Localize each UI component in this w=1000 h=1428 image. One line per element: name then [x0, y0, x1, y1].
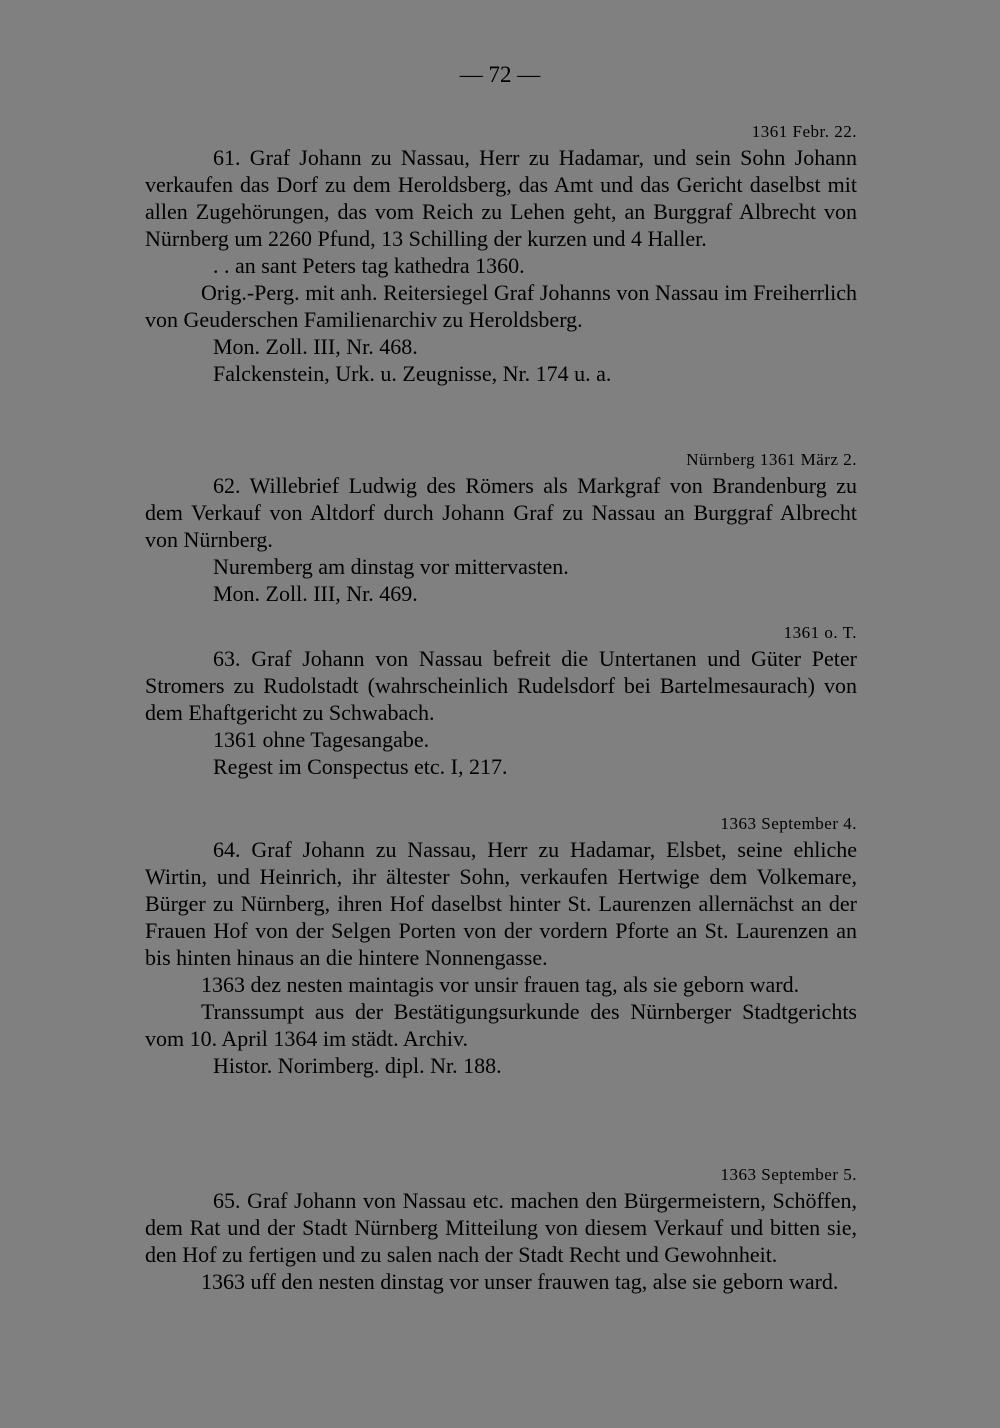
entry-62: [145, 448, 857, 607]
entry-text: 61. Graf Johann zu Nassau, Herr zu Hadamar, und sein Sohn Johann verkaufen das Dorf zu dem Heroldsberg, das Amt und das Gericht daselbst mit allen Zugehörungen, das vom Reich zu Lehen geht, an Burggraf Albrecht von Nürnberg um 2260 Pfund, 13 Schilling der kurzen und 4 Haller.: [145, 145, 857, 251]
entry-dating: Nuremberg am dinstag vor mittervasten.: [213, 554, 569, 579]
entry-source: Orig.-Perg. mit anh. Reitersiegel Graf Johanns von Nassau im Freiherrlich von Geuderschen Familienarchiv zu Heroldsberg.: [145, 280, 857, 332]
entry-date: 1363 September 5.: [720, 1165, 857, 1184]
page-number: — 72 —: [459, 62, 541, 87]
entry-dating: 1361 ohne Tagesangabe.: [213, 727, 430, 752]
entry-reference: Mon. Zoll. III, Nr. 468.: [213, 334, 418, 359]
entry-text: 64. Graf Johann zu Nassau, Herr zu Hadamar, Elsbet, seine ehliche Wirtin, und Heinrich, ihr ältester Sohn, verkaufen Hertwige dem Volkemare, Bürger zu Nürnberg, ihren Hof daselbst hinter St. Laurenzen allernächst an der Frauen Hof von der Selgen Porten von der vordern Pforte an St. Laurenzen an bis hinten hinaus an die hintere Nonnengasse.: [145, 837, 857, 970]
entry-date: 1361 Febr. 22.: [751, 122, 857, 141]
entry-dating: 1363 uff den nesten dinstag vor unser frauwen tag, alse sie geborn ward.: [201, 1269, 839, 1294]
entry-63: [145, 621, 857, 780]
entry-date: 1361 o. T.: [783, 623, 857, 642]
entry-reference: Histor. Norimberg. dipl. Nr. 188.: [213, 1053, 502, 1078]
entry-text: 62. Willebrief Ludwig des Römers als Markgraf von Brandenburg zu dem Verkauf von Altdorf durch Johann Graf zu Nassau an Burggraf Albrecht von Nürnberg.: [145, 473, 857, 552]
entry-61: [145, 120, 857, 387]
entry-reference: Mon. Zoll. III, Nr. 469.: [213, 581, 418, 606]
entry-65: [145, 1163, 857, 1295]
entry-dating: . . an sant Peters tag kathedra 1360.: [213, 253, 525, 278]
entry-source: Transsumpt aus der Bestätigungsurkunde des Nürnberger Stadtgerichts vom 10. April 1364 im städt. Archiv.: [145, 999, 857, 1051]
entry-reference: Falckenstein, Urk. u. Zeugnisse, Nr. 174 u. a.: [213, 361, 612, 386]
entry-dating: 1363 dez nesten maintagis vor unsir frauen tag, als sie geborn ward.: [201, 972, 800, 997]
entry-date: Nürnberg 1361 März 2.: [686, 450, 857, 469]
entry-text: 65. Graf Johann von Nassau etc. machen den Bürgermeistern, Schöffen, dem Rat und der Stadt Nürnberg Mitteilung von diesem Verkauf und bitten sie, den Hof zu fertigen und zu salen nach der Stadt Recht und Gewohnheit.: [145, 1188, 857, 1267]
entry-text: 63. Graf Johann von Nassau befreit die Untertanen und Güter Peter Stromers zu Rudolstadt (wahrscheinlich Rudelsdorf bei Bartelmesaurach) von dem Ehaftgericht zu Schwabach.: [145, 646, 857, 725]
entry-reference: Regest im Conspectus etc. I, 217.: [213, 754, 508, 779]
entry-64: [145, 812, 857, 1079]
entry-date: 1363 September 4.: [720, 814, 857, 833]
